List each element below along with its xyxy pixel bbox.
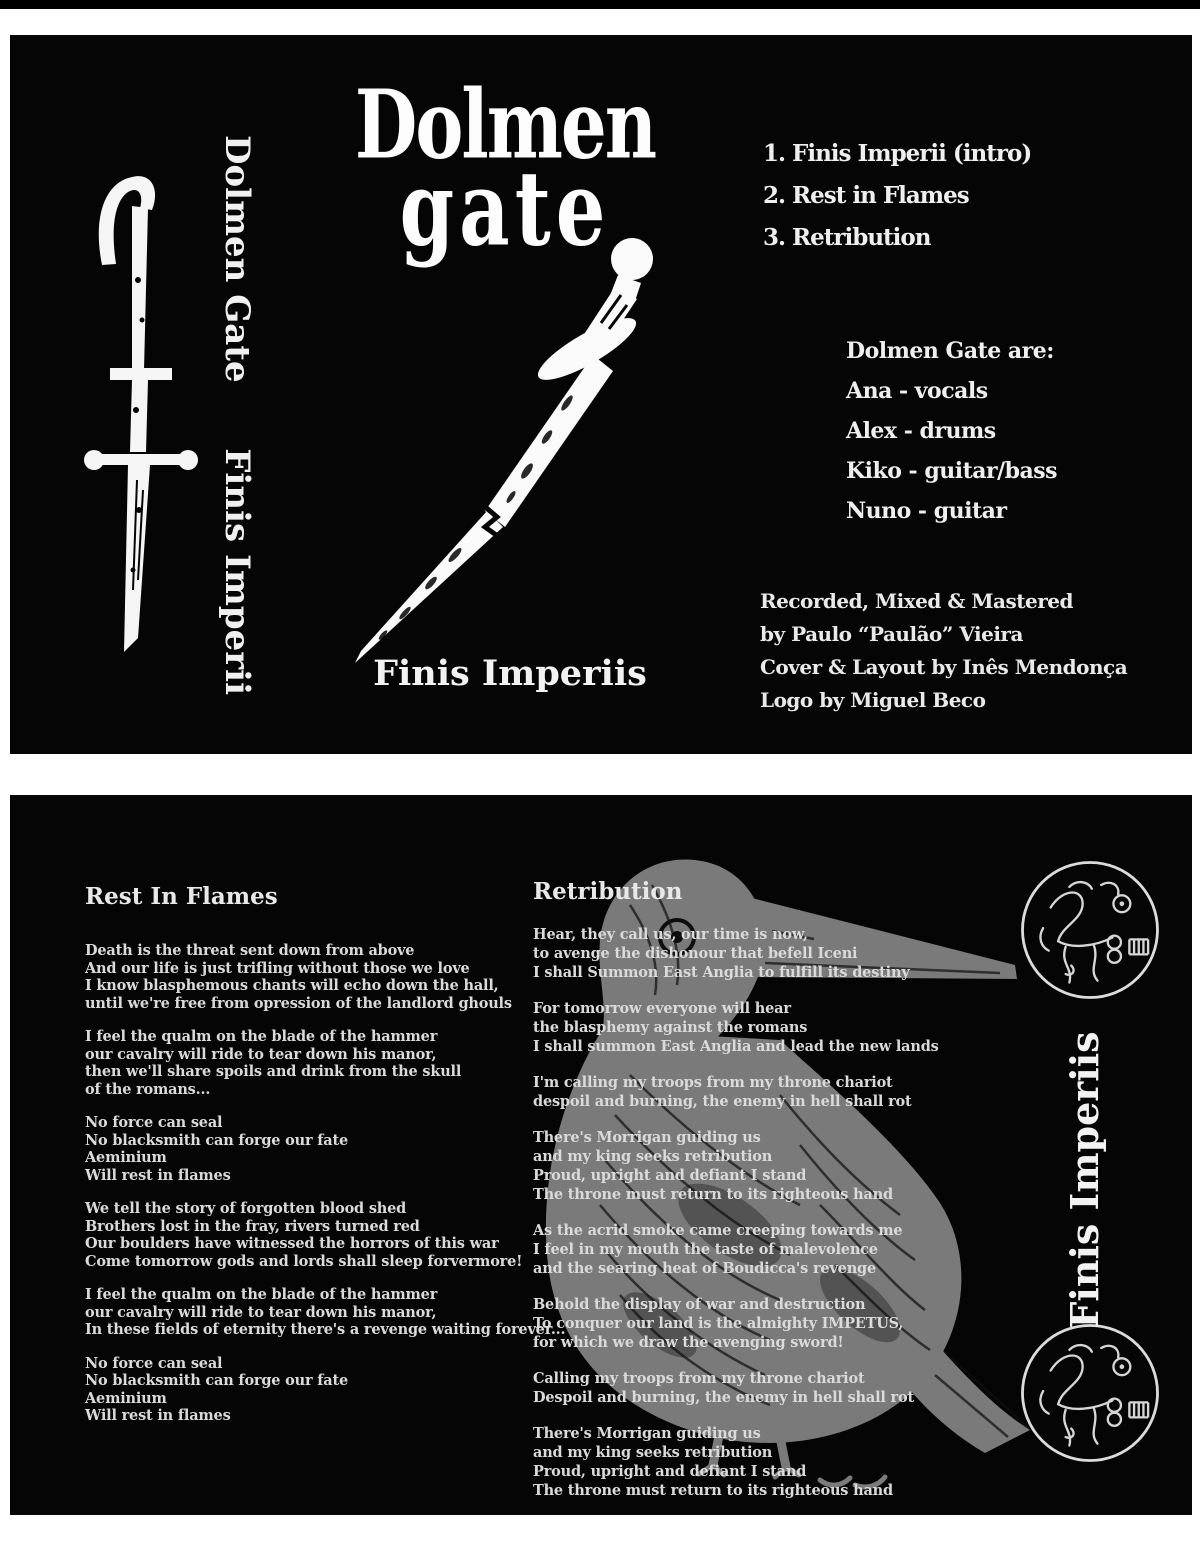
lyrics-line: Brothers lost in the fray, rivers turned red [85, 1217, 420, 1235]
lyrics-line: to avenge the dishonour that befell Iceni [533, 945, 858, 962]
lineup-member: Nuno - guitar [846, 498, 1007, 524]
lyrics-line: Calling my troops from my throne chariot [533, 1370, 865, 1387]
credit-line: Cover & Layout by Inês Mendonça [760, 655, 1128, 679]
band-logo-line2: gate [399, 149, 611, 270]
album-title: Finis Imperiis [373, 653, 647, 694]
dagger-icon [80, 160, 200, 660]
lyrics-stanza [533, 1424, 1053, 1500]
song-title: Retribution [533, 878, 683, 905]
lyrics-line: for which we draw the avenging sword! [533, 1334, 844, 1351]
lyrics-stanza [533, 1073, 1053, 1111]
lyrics-line: Proud, upright and defiant I stand [533, 1167, 807, 1184]
lyrics-line: and my king seeks retribution [533, 1148, 773, 1165]
lyrics-line: Aeminium [85, 1389, 167, 1407]
lyrics-line: of the romans... [85, 1080, 211, 1098]
top-edge-strip [0, 0, 1200, 9]
lyrics-stanza [85, 942, 545, 1012]
lyrics-line: until we're free from opression of the landlord ghouls [85, 994, 512, 1012]
lyrics-line: I shall Summon East Anglia to fulfill its destiny [533, 964, 910, 981]
lyrics-line: I feel the qualm on the blade of the hammer [85, 1286, 438, 1303]
lyrics-line: I'm calling my troops from my throne chariot [533, 1074, 893, 1091]
track-list [763, 133, 1031, 259]
lyrics-line: Will rest in flames [85, 1407, 231, 1424]
lyrics-line: our cavalry will ride to tear down his manor, [85, 1045, 437, 1063]
credit-line: Recorded, Mixed & Mastered [760, 589, 1073, 613]
lyrics-stanza [85, 1028, 545, 1098]
lineup-member: Kiko - guitar/bass [846, 458, 1058, 484]
lyrics-stanza [85, 1286, 566, 1339]
lineup-member: Alex - drums [846, 418, 996, 444]
lyrics-line: I shall summon East Anglia and lead the new lands [533, 1038, 939, 1055]
track-item: 1. Finis Imperii (intro) [763, 140, 1032, 167]
lyrics-line: Aeminium [85, 1149, 167, 1166]
lyrics-line: our cavalry will ride to tear down his manor, [85, 1303, 437, 1321]
lyrics-line: I know blasphemous chants will echo down the hall, [85, 977, 499, 994]
song-lyrics [85, 942, 566, 1425]
lyrics-line: No blacksmith can forge our fate [85, 1131, 349, 1149]
spine-band-name: Dolmen Gate [217, 135, 257, 383]
lineup-heading: Dolmen Gate are: [846, 338, 1054, 364]
side-album-title: Finis Imperiis [1062, 1031, 1107, 1329]
production-credits [760, 585, 1127, 717]
song-lyrics [533, 925, 1053, 1500]
lyrics-line: Come tomorrow gods and lords shall sleep forvermore! [85, 1252, 523, 1270]
lyrics-line: The throne must return to its righteous hand [533, 1482, 893, 1499]
spine-album-name: Finis Imperii [217, 448, 257, 695]
song-rest-in-flames [85, 883, 566, 1441]
lyrics-line: There's Morrigan guiding us [533, 1129, 761, 1146]
band-logo-line1: Dolmen [354, 67, 656, 180]
lyrics-line: Death is the threat sent down from above [85, 942, 415, 959]
lyrics-line: I feel the qualm on the blade of the hammer [85, 1028, 438, 1045]
lyrics-stanza [533, 1128, 1053, 1204]
lyrics-line: I feel in my mouth the taste of malevolence [533, 1241, 878, 1258]
lyrics-line: We tell the story of forgotten blood shed [85, 1200, 407, 1217]
lyrics-line: No force can seal [85, 1114, 223, 1131]
lyrics-line: Hear, they call us, our time is now, [533, 926, 808, 943]
lyrics-line: No force can seal [85, 1354, 223, 1372]
lyrics-stanza [533, 1295, 1053, 1352]
lineup-members [846, 371, 1057, 531]
lyrics-panel [10, 795, 1192, 1515]
lyrics-line: Despoil and burning, the enemy in hell shall rot [533, 1389, 914, 1406]
lyrics-line: For tomorrow everyone will hear [533, 1000, 791, 1017]
lyrics-line: Our boulders have witnessed the horrors of this war [85, 1235, 499, 1252]
lyrics-line: despoil and burning, the enemy in hell shall rot [533, 1093, 912, 1110]
song-retribution [533, 878, 1053, 1515]
lyrics-line: No blacksmith can forge our fate [85, 1372, 349, 1389]
lyrics-line: As the acrid smoke came creeping towards me [533, 1222, 903, 1239]
track-item: 3. Retribution [763, 224, 931, 251]
lyrics-stanza [85, 1114, 545, 1184]
song-title: Rest In Flames [85, 883, 278, 910]
spine-text [207, 135, 267, 695]
lyrics-line: and the searing heat of Boudicca's revenge [533, 1260, 877, 1277]
lyrics-stanza [85, 1200, 545, 1270]
lyrics-stanza [533, 999, 1053, 1056]
band-lineup [846, 331, 1057, 531]
lyrics-stanza [533, 925, 1053, 982]
credit-line: by Paulo “Paulão” Vieira [760, 622, 1023, 646]
lyrics-stanza [533, 1369, 1053, 1407]
lyrics-stanza [533, 1221, 1053, 1278]
lyrics-line: Behold the display of war and destruction [533, 1296, 866, 1313]
lyrics-line: To conquer our land is the almighty IMPETUS, [533, 1315, 904, 1332]
lyrics-line: There's Morrigan guiding us [533, 1425, 761, 1442]
lyrics-line: and my king seeks retribution [533, 1444, 773, 1461]
front-cover-panel [10, 35, 1192, 754]
lyrics-line: the blasphemy against the romans [533, 1019, 808, 1036]
lyrics-line: Will rest in flames [85, 1166, 231, 1184]
lyrics-line: Proud, upright and defiant I stand [533, 1463, 807, 1480]
lyrics-line: And our life is just trifling without those we love [85, 959, 470, 977]
track-item: 2. Rest in Flames [763, 182, 969, 209]
credit-line: Logo by Miguel Beco [760, 688, 986, 712]
bent-sword-icon [335, 225, 675, 665]
lyrics-line: then we'll share spoils and drink from the skull [85, 1063, 462, 1080]
lineup-member: Ana - vocals [846, 378, 988, 404]
lyrics-line: In these fields of eternity there's a revenge waiting forever... [85, 1321, 566, 1338]
band-logo [305, 67, 705, 270]
lyrics-stanza [85, 1355, 545, 1425]
lyrics-line: The throne must return to its righteous hand [533, 1186, 893, 1203]
